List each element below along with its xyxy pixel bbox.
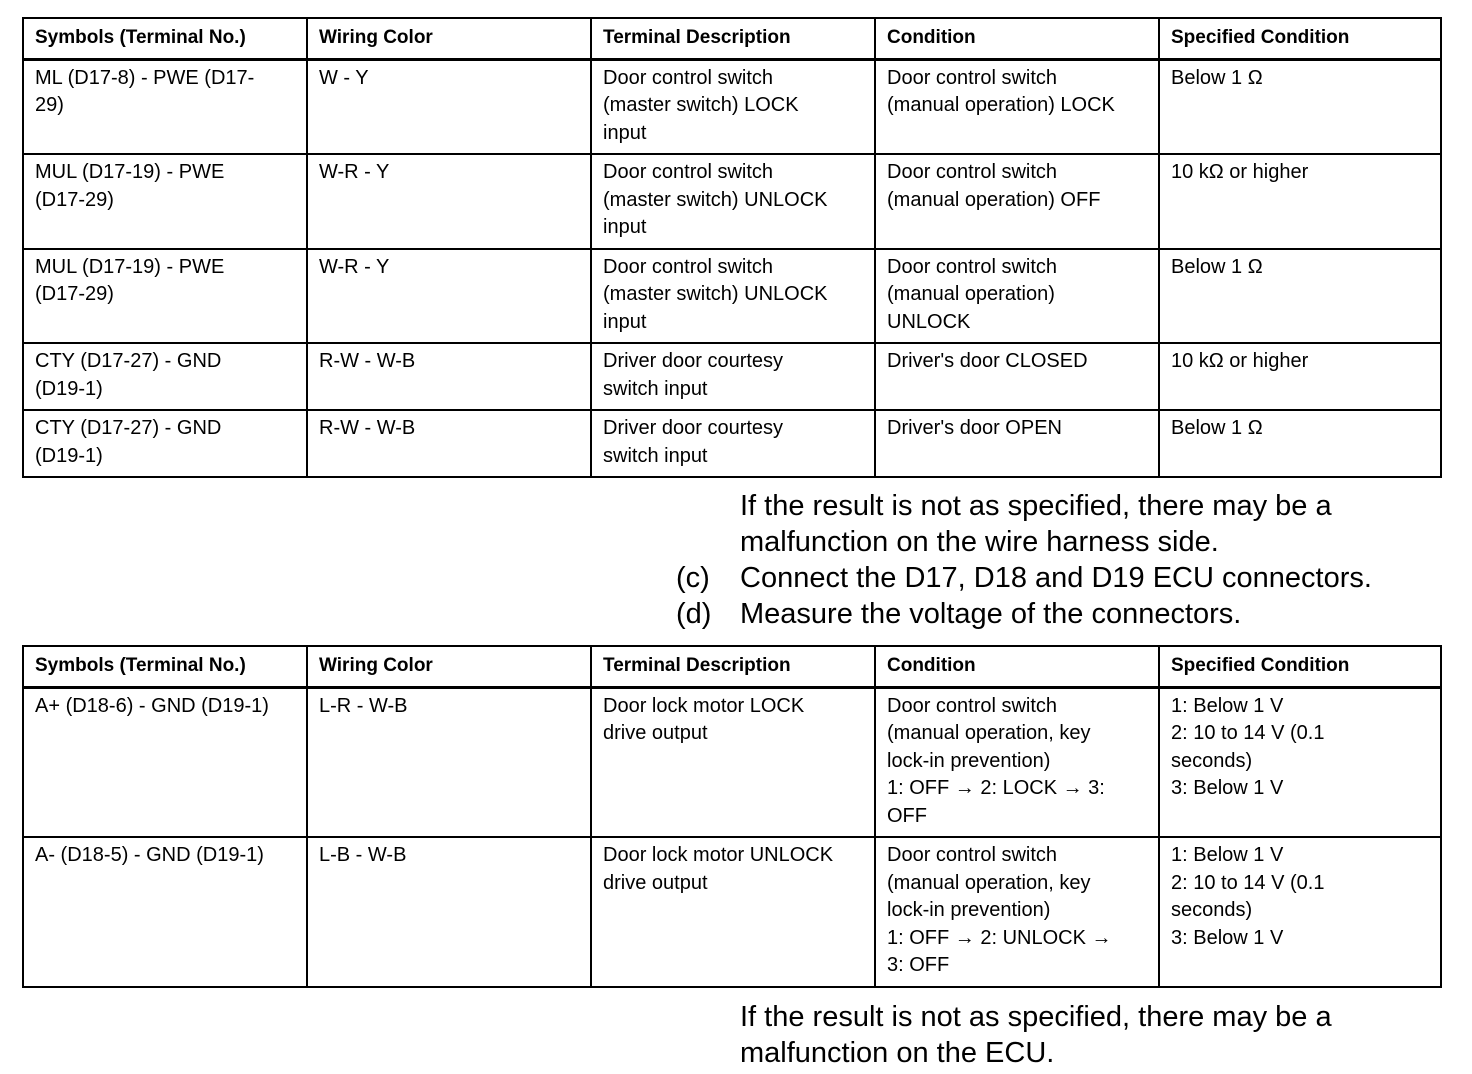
note-line: malfunction on the ECU. bbox=[740, 1037, 1055, 1069]
cell-line: 3: OFF bbox=[887, 954, 950, 976]
cell-terminal-description bbox=[591, 410, 875, 477]
header-terminal-description: Terminal Description bbox=[591, 18, 875, 59]
cell-condition bbox=[875, 59, 1159, 154]
note-line: If the result is not as specified, there may be a bbox=[740, 1001, 1332, 1033]
header-specified-condition: Specified Condition bbox=[1159, 18, 1441, 59]
note-line: If the result is not as specified, there may be a bbox=[740, 490, 1332, 522]
cell-line: switch input bbox=[603, 377, 708, 400]
cell-line: A+ (D18-6) - GND (D19-1) bbox=[35, 694, 269, 717]
table-header-row bbox=[23, 18, 1441, 59]
cell-line: 3: Below 1 V bbox=[1171, 926, 1284, 949]
cell-line: Door control switch bbox=[603, 255, 774, 278]
cell-line: CTY (D17-27) - GND bbox=[35, 350, 222, 372]
cell-line: switch input bbox=[603, 444, 708, 467]
note-wire-harness bbox=[740, 488, 1460, 560]
cell-line: CTY (D17-27) - GND bbox=[35, 417, 222, 439]
header-condition: Condition bbox=[875, 18, 1159, 59]
cell-line: Driver's door OPEN bbox=[887, 417, 1062, 439]
connector-voltage-table bbox=[22, 645, 1442, 988]
cell-line: Door control switch bbox=[887, 844, 1058, 866]
cell-line: Below 1 Ω bbox=[1171, 417, 1263, 439]
cell-line: Driver's door CLOSED bbox=[887, 350, 1088, 372]
cell-specified-condition bbox=[1159, 837, 1441, 987]
cell-line: R-W - W-B bbox=[319, 417, 416, 439]
cell-wiring-color bbox=[307, 837, 591, 987]
cell-line: (manual operation) LOCK bbox=[887, 94, 1115, 116]
cell-line: 10 kΩ or higher bbox=[1171, 350, 1309, 372]
cell-terminal-description bbox=[591, 249, 875, 344]
cell-wiring-color bbox=[307, 154, 591, 249]
table-row bbox=[23, 687, 1441, 837]
header-terminal-description: Terminal Description bbox=[591, 646, 875, 687]
cell-line: L-B - W-B bbox=[319, 844, 407, 866]
cell-line: Below 1 Ω bbox=[1171, 255, 1263, 278]
cell-line: Driver door courtesy bbox=[603, 417, 784, 439]
cell-line: 1: Below 1 V bbox=[1171, 844, 1284, 866]
table-row bbox=[23, 154, 1441, 249]
note-line: malfunction on the wire harness side. bbox=[740, 526, 1219, 558]
cell-line: Door lock motor UNLOCK bbox=[603, 844, 834, 866]
cell-specified-condition bbox=[1159, 687, 1441, 837]
cell-line: input bbox=[603, 121, 647, 144]
cell-line: MUL (D17-19) - PWE bbox=[35, 161, 225, 183]
step-number: (d) bbox=[676, 598, 712, 630]
table-body bbox=[23, 59, 1441, 477]
cell-line: ML (D17-8) - PWE (D17- bbox=[35, 66, 255, 89]
table-header-row bbox=[23, 646, 1441, 687]
cell-line: (D17-29) bbox=[35, 283, 114, 305]
cell-line: W-R - Y bbox=[319, 255, 390, 278]
cell-line: Door control switch bbox=[603, 66, 774, 89]
cell-line: Below 1 Ω bbox=[1171, 66, 1263, 89]
cell-condition bbox=[875, 249, 1159, 344]
cell-line: (manual operation) bbox=[887, 283, 1055, 305]
cell-line: R-W - W-B bbox=[319, 350, 416, 372]
cell-line: (manual operation) OFF bbox=[887, 188, 1101, 211]
cell-condition bbox=[875, 837, 1159, 987]
cell-line: Door lock motor LOCK bbox=[603, 694, 805, 717]
cell-line: seconds) bbox=[1171, 749, 1253, 772]
cell-condition bbox=[875, 154, 1159, 249]
cell-line: UNLOCK bbox=[887, 310, 971, 333]
cell-symbols bbox=[23, 154, 307, 249]
cell-terminal-description bbox=[591, 343, 875, 410]
cell-line: (master switch) UNLOCK bbox=[603, 283, 828, 305]
header-symbols: Symbols (Terminal No.) bbox=[23, 18, 307, 59]
cell-line: A- (D18-5) - GND (D19-1) bbox=[35, 844, 264, 866]
cell-line: 1: OFF → 2: UNLOCK → bbox=[887, 926, 1112, 949]
cell-line: Door control switch bbox=[887, 161, 1058, 183]
step-text: Connect the D17, D18 and D19 ECU connectors. bbox=[740, 562, 1372, 594]
table-body bbox=[23, 687, 1441, 987]
cell-line: input bbox=[603, 310, 647, 333]
cell-symbols bbox=[23, 249, 307, 344]
table-row bbox=[23, 59, 1441, 154]
cell-line: drive output bbox=[603, 722, 708, 744]
cell-line: (master switch) UNLOCK bbox=[603, 188, 828, 211]
cell-wiring-color bbox=[307, 59, 591, 154]
step-text: Measure the voltage of the connectors. bbox=[740, 598, 1242, 630]
header-wiring-color: Wiring Color bbox=[307, 646, 591, 687]
cell-line: (manual operation, key bbox=[887, 722, 1091, 744]
cell-symbols bbox=[23, 343, 307, 410]
cell-terminal-description bbox=[591, 837, 875, 987]
cell-line: (D19-1) bbox=[35, 377, 103, 400]
cell-line: (master switch) LOCK bbox=[603, 94, 799, 116]
step-d bbox=[676, 596, 1241, 632]
cell-line: lock-in prevention) bbox=[887, 899, 1051, 921]
cell-wiring-color bbox=[307, 410, 591, 477]
cell-line: (D17-29) bbox=[35, 188, 114, 211]
cell-line: lock-in prevention) bbox=[887, 749, 1051, 772]
cell-wiring-color bbox=[307, 249, 591, 344]
cell-line: 1: OFF → 2: LOCK → 3: bbox=[887, 777, 1105, 799]
cell-line: 2: 10 to 14 V (0.1 bbox=[1171, 871, 1325, 894]
cell-line: seconds) bbox=[1171, 899, 1253, 921]
cell-line: Door control switch bbox=[887, 694, 1058, 717]
cell-line: 29) bbox=[35, 94, 64, 116]
header-wiring-color: Wiring Color bbox=[307, 18, 591, 59]
cell-line: L-R - W-B bbox=[319, 694, 408, 717]
terminal-resistance-table bbox=[22, 17, 1442, 478]
table-row bbox=[23, 410, 1441, 477]
cell-symbols bbox=[23, 687, 307, 837]
cell-condition bbox=[875, 410, 1159, 477]
cell-specified-condition bbox=[1159, 59, 1441, 154]
cell-line: Door control switch bbox=[603, 161, 774, 183]
cell-specified-condition bbox=[1159, 154, 1441, 249]
cell-condition bbox=[875, 343, 1159, 410]
cell-terminal-description bbox=[591, 154, 875, 249]
cell-line: Door control switch bbox=[887, 255, 1058, 278]
header-condition: Condition bbox=[875, 646, 1159, 687]
table-row bbox=[23, 837, 1441, 987]
cell-line: Driver door courtesy bbox=[603, 350, 784, 372]
cell-line: drive output bbox=[603, 871, 708, 894]
cell-line: input bbox=[603, 216, 647, 238]
table-row bbox=[23, 343, 1441, 410]
cell-line: Door control switch bbox=[887, 66, 1058, 89]
cell-symbols bbox=[23, 59, 307, 154]
cell-wiring-color bbox=[307, 343, 591, 410]
cell-symbols bbox=[23, 410, 307, 477]
step-number: (c) bbox=[676, 562, 710, 594]
header-symbols: Symbols (Terminal No.) bbox=[23, 646, 307, 687]
cell-terminal-description bbox=[591, 687, 875, 837]
cell-specified-condition bbox=[1159, 410, 1441, 477]
cell-line: MUL (D17-19) - PWE bbox=[35, 255, 225, 278]
cell-specified-condition bbox=[1159, 343, 1441, 410]
cell-line: 10 kΩ or higher bbox=[1171, 161, 1309, 183]
cell-symbols bbox=[23, 837, 307, 987]
table-row bbox=[23, 249, 1441, 344]
step-c bbox=[676, 560, 1372, 596]
cell-line: W - Y bbox=[319, 66, 369, 89]
cell-line: (manual operation, key bbox=[887, 871, 1091, 894]
header-specified-condition: Specified Condition bbox=[1159, 646, 1441, 687]
cell-line: OFF bbox=[887, 804, 927, 827]
cell-line: 1: Below 1 V bbox=[1171, 694, 1284, 717]
cell-line: 2: 10 to 14 V (0.1 bbox=[1171, 722, 1325, 744]
cell-line: W-R - Y bbox=[319, 161, 390, 183]
cell-line: (D19-1) bbox=[35, 444, 103, 467]
cell-line: 3: Below 1 V bbox=[1171, 777, 1284, 799]
cell-terminal-description bbox=[591, 59, 875, 154]
cell-wiring-color bbox=[307, 687, 591, 837]
note-ecu bbox=[740, 999, 1460, 1071]
cell-specified-condition bbox=[1159, 249, 1441, 344]
cell-condition bbox=[875, 687, 1159, 837]
